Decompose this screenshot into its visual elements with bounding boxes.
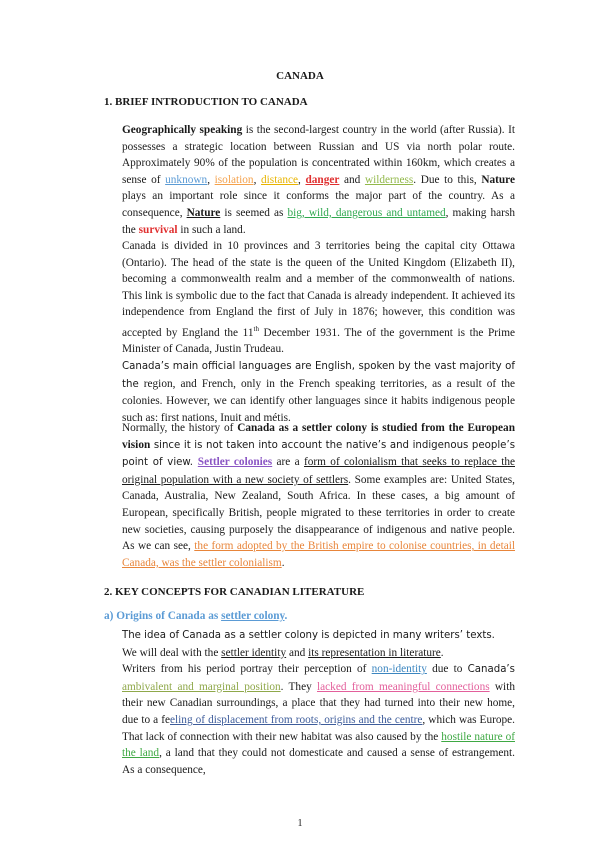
languages-line: Canada’s main official languages are English, spoken by the vast majority of the [122,360,515,390]
keyword-nature: Nature [481,173,515,186]
keyword-displacement: eling of displacement from roots, origins and the centre [170,713,423,726]
section-2-heading: 2. KEY CONCEPTS FOR CANADIAN LITERATURE [104,586,365,598]
keyword-ambivalent: ambivalent and marginal position [122,680,281,693]
keyword-unknown: unknown [165,173,208,186]
subsection-a-heading: a) Origins of Canada as settler colony. [104,610,288,622]
keyword-big-wild: big, wild, dangerous and untamed [287,206,446,219]
page-number: 1 [297,818,303,829]
keyword-form-adopted: the form adopted by the British empire to colonise countries, in detail Canada, was the settler colonialism [122,540,516,569]
keyword-settler-colonies: Settler colonies [197,456,273,469]
keyword-distance: distance [261,173,299,186]
keyword-non-identity: non-identity [371,663,427,676]
keyword-nature-underlined: Nature [186,206,221,219]
paragraph-settler-colony: Normally, the history of Canada as a settler colony is studied from the European vision since it is not taken into account the native’s and indigenous people’s point of view. Settler colonies are a form of colonialism that seeks to replace the original population with a new society of settlers. Some examples are: United States, Canada, Australia, New Zealand, South Africa. In these cases, a big amount of European, specifically British, people migrated to these territories in order to create new societies, causing purposely the disappearance of indigenous and native people. As we can see, the form adopted by the British empire to colonise countries, in detail Canada, was the settler colonialism. [122,422,516,569]
document-title: CANADA [276,70,324,82]
keyword-survival: survival [138,223,178,236]
paragraph-settler-identity: The idea of Canada as a settler colony is depicted in many writers’ texts. We will deal with the settler identity and its representation in literature. Writers from his period portray their perception of non-identity due to Canada’s ambivalent and marginal position. They lacked from meaningful connections with their new Canadian surroundings, a place that they had turned into their new home, due to a feeling of displacement from roots, origins and the centre, which was Europe. That lack of connection with their new habitat was also caused by the hostile nature of the land, a land that they could not domesticate and caused a sense of estrangement. As a consequence, [122,630,516,776]
keyword-isolation: isolation [214,173,254,186]
bold-lead: Geographically speaking [122,124,243,136]
keyword-lacked-connections: lacked from meaningful connections [317,680,490,693]
paragraph-provinces: Canada is divided in 10 provinces and 3 territories being the capital city Ottawa (Ontario). The head of the state is the queen of the United Kingdom (Elizabeth II), becoming a commonwealth realm and a member of the commonwealth of nations. This link is symbolic due to the fact that Canada is already independent. It achieved its independence from England the first of July in 1876; however, this condition was accepted by England the 11th December 1931. The of the government is the Prime Minister of Canada, Justin Trudeau. Canada’s main official languages are English, spoken by the vast majority of the region, and French, only in the French speaking territories, as a result of the colonies. However, we can identify other languages since it habits indigenous people such as: first nations, Inuit and métis. [122,240,515,424]
keyword-wilderness: wilderness [364,173,414,186]
section-1-heading: 1. BRIEF INTRODUCTION TO CANADA [104,96,308,108]
definition-settler-colonialism: form of colonialism that seeks to replace the original population with a new society of settlers [122,456,515,486]
paragraph-geography: Geographically speaking is the second-largest country in the world (after Russia). It possesses a strategic location between Russian and US via north polar route. Approximately 90% of the population is concentrated within 160km, which creates a sense of unknown, isolation, distance, danger and wilderness. Due to this, Nature plays an important role since it conforms the major part of the country. As a consequence, Nature is seemed as big, wild, dangerous and untamed, making harsh the survival in such a land. [122,124,515,236]
keyword-hostile-nature: hostile nature of the land [122,730,515,760]
keyword-danger: danger [305,173,340,186]
